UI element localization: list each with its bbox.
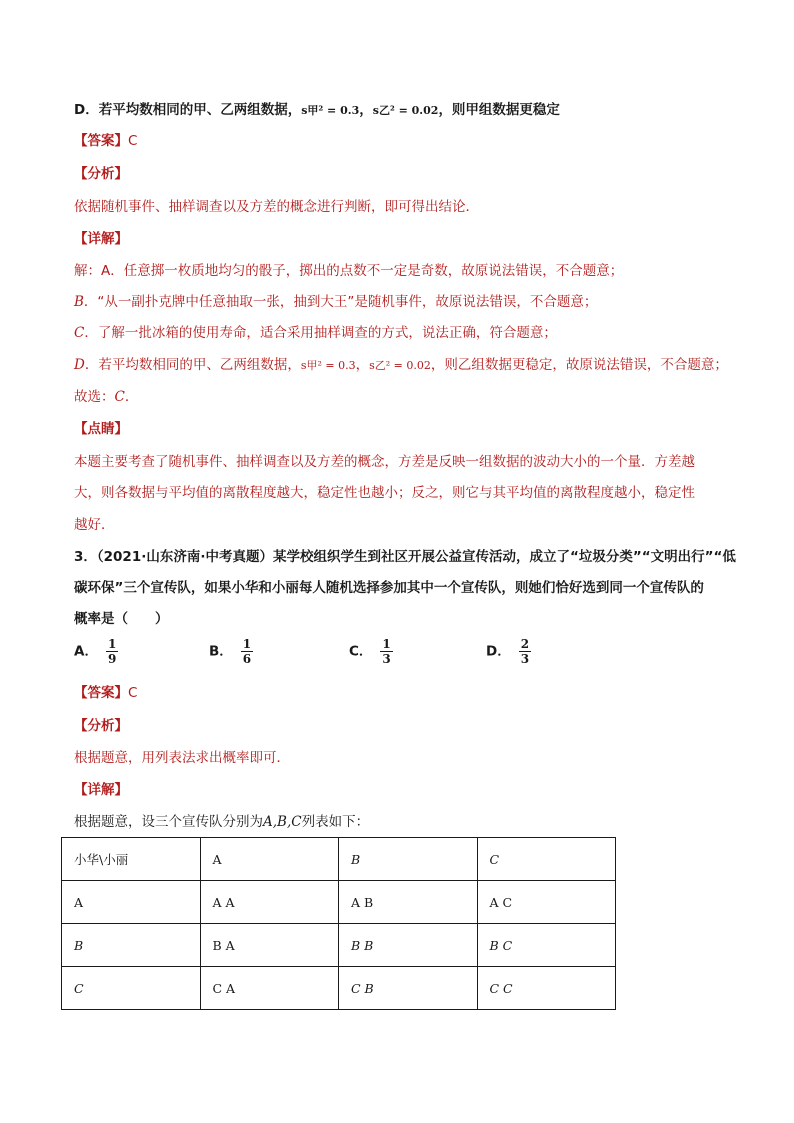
q2-answer	[74, 131, 137, 151]
table-row	[62, 838, 616, 881]
detail-separator: ，	[355, 357, 370, 373]
table-cell: B A	[200, 924, 339, 967]
q2-choose	[74, 387, 138, 407]
q3-analysis-label: 【分析】	[74, 718, 128, 734]
detail-b-text: ．“从一副扑克牌中任意抽取一张，抽到大王”是随机事件，故原说法错误，不合题意；	[83, 294, 598, 310]
table-cell: B	[339, 838, 478, 881]
q2-detail-a: 解：A．任意掷一枚质地均匀的骰子，掷出的点数不一定是奇数，故原说法错误，不合题意；	[74, 263, 624, 279]
option-d-suffix: ，则甲组数据更稳定	[438, 102, 560, 118]
q3-stem-line-3: 概率是（ ）	[74, 611, 169, 627]
table-cell: B	[62, 924, 201, 967]
table-cell: B B	[339, 924, 478, 967]
probability-table	[61, 837, 616, 1010]
denominator: 6	[242, 652, 252, 666]
option-a-label: A．	[74, 643, 98, 660]
option-d-fraction	[519, 637, 531, 666]
q2-comment-label: 【点睛】	[74, 421, 128, 437]
table-row	[62, 967, 616, 1010]
option-c-fraction	[380, 637, 392, 666]
q3-detail-label: 【详解】	[74, 782, 128, 798]
denominator: 9	[107, 652, 117, 666]
variance-yi: s乙² = 0.02	[372, 104, 439, 117]
table-cell: A	[62, 881, 201, 924]
q2-comment-line-3: 越好．	[74, 517, 115, 533]
table-cell: C	[62, 967, 201, 1010]
q3-analysis-text: 根据题意，用列表法求出概率即可．	[74, 750, 290, 766]
choose-letter: C	[114, 389, 125, 405]
letter-b: B	[74, 294, 84, 310]
q2-comment-line-2: 大，则各数据与平均值的离散程度越大，稳定性也越小；反之，则它与其平均值的离散程度越小，稳定性	[74, 485, 695, 501]
option-a-fraction	[106, 637, 118, 666]
table-cell: A C	[477, 881, 616, 924]
q3-stem-line-2: 碳环保”三个宣传队，如果小华和小丽每人随机选择参加其中一个宣传队，则她们恰好选到同一个宣传队的	[74, 580, 704, 596]
option-d-statement	[74, 100, 560, 121]
q2-comment-line-1: 本题主要考查了随机事件、抽样调查以及方差的概念，方差是反映一组数据的波动大小的一个量．方差越	[74, 454, 695, 470]
table-row	[62, 881, 616, 924]
q2-detail-d	[74, 355, 728, 376]
option-c-label: C．	[349, 643, 373, 660]
q2-detail-c	[74, 323, 557, 343]
table-cell: C B	[339, 967, 478, 1010]
detail-d-post: ，则乙组数据更稳定，故原说法错误，不合题意；	[430, 357, 728, 373]
table-cell: B C	[477, 924, 616, 967]
option-b	[209, 637, 253, 666]
answer-label: 【答案】	[74, 685, 128, 701]
denominator: 3	[520, 652, 530, 666]
option-d-prefix: D．若平均数相同的甲、乙两组数据，	[74, 102, 302, 118]
table-cell: C A	[200, 967, 339, 1010]
q3-table-intro	[74, 812, 369, 832]
q2-detail-b	[74, 292, 597, 312]
numerator: 1	[382, 637, 391, 651]
option-a	[74, 637, 118, 666]
table-intro-vars: A,B,C	[263, 814, 302, 830]
numerator: 1	[107, 637, 117, 651]
detail-c-text: ．了解一批冰箱的使用寿命，适合采用抽样调查的方式，说法正确，符合题意；	[84, 325, 557, 341]
option-d-label: D．	[486, 643, 511, 660]
table-cell: A B	[339, 881, 478, 924]
detail-variance-jia: s甲² = 0.3	[300, 359, 356, 372]
denominator: 3	[382, 652, 391, 666]
answer-value: C	[128, 685, 138, 701]
option-b-fraction	[241, 637, 253, 666]
option-b-label: B．	[209, 643, 233, 660]
table-intro-pre: 根据题意，设三个宣传队分别为	[74, 814, 263, 830]
table-row	[62, 924, 616, 967]
q2-analysis-label: 【分析】	[74, 166, 128, 182]
table-intro-post: 列表如下：	[301, 814, 370, 830]
q2-detail-label: 【详解】	[74, 231, 128, 247]
detail-d-pre: ．若平均数相同的甲、乙两组数据，	[84, 357, 301, 373]
answer-label: 【答案】	[74, 133, 128, 149]
variance-jia: s甲² = 0.3	[301, 104, 360, 117]
table-cell: A A	[200, 881, 339, 924]
letter-d: D	[74, 357, 85, 373]
table-cell: 小华\小丽	[62, 838, 201, 881]
q3-answer	[74, 683, 137, 703]
table-cell: C C	[477, 967, 616, 1010]
option-c	[349, 637, 393, 666]
q2-analysis-text: 依据随机事件、抽样调查以及方差的概念进行判断，即可得出结论．	[74, 199, 479, 215]
table-cell: C	[477, 838, 616, 881]
numerator: 1	[242, 637, 252, 651]
table-cell: A	[200, 838, 339, 881]
letter-c: C	[74, 325, 85, 341]
numerator: 2	[520, 637, 530, 651]
detail-variance-yi: s乙² = 0.02	[369, 359, 431, 372]
q3-stem-line-1: 3．（2021·山东济南·中考真题）某学校组织学生到社区开展公益宣传活动，成立了“垃圾分类”“文明出行”“低	[74, 549, 736, 565]
choose-post: ．	[124, 389, 139, 405]
separator: ，	[359, 102, 373, 118]
option-d	[486, 637, 531, 666]
choose-pre: 故选：	[74, 389, 115, 405]
answer-value: C	[128, 133, 138, 149]
